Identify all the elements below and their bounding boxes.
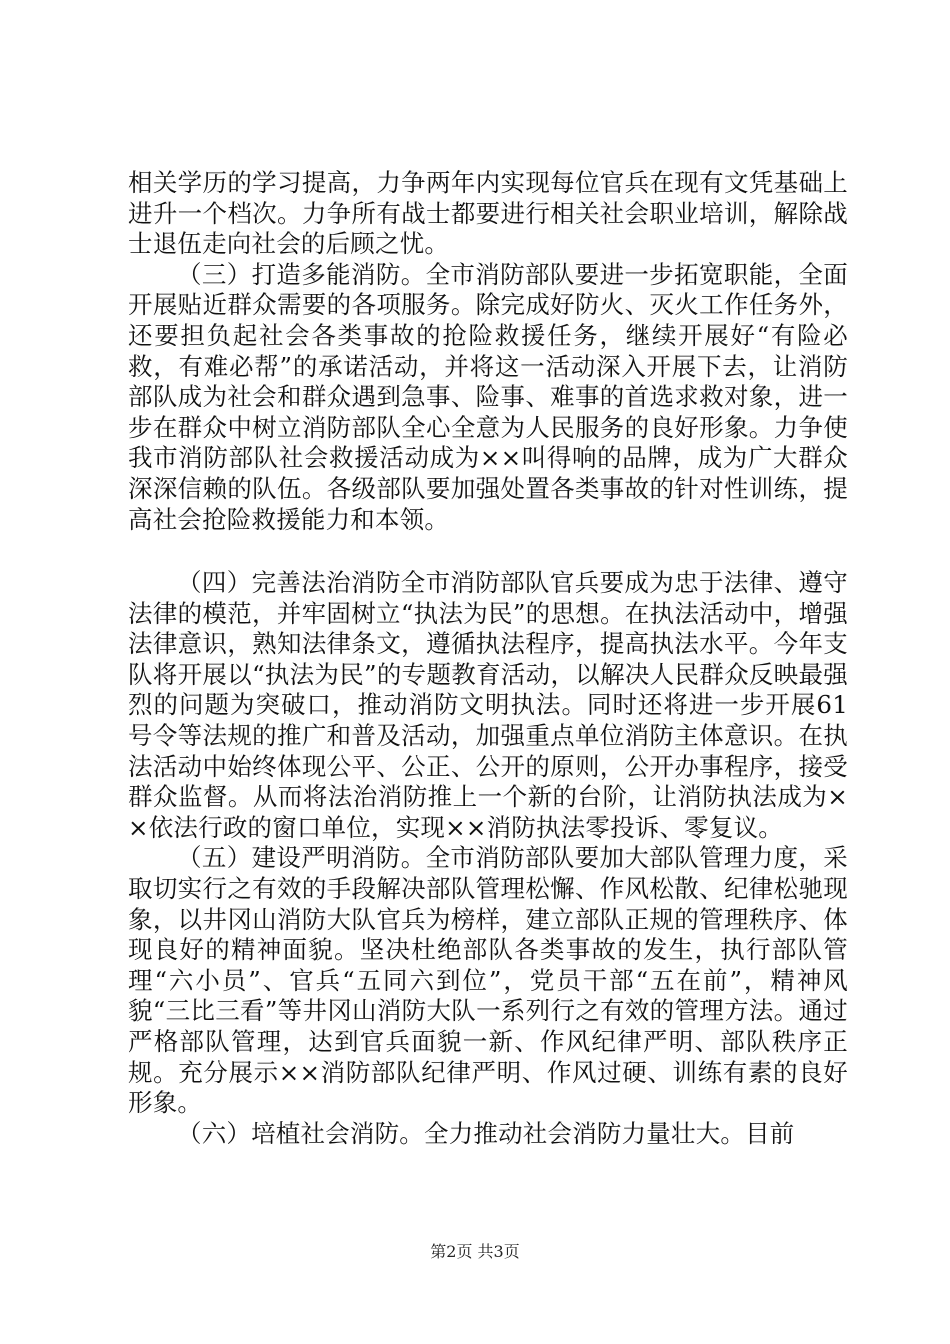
- paragraph-section-4: （四）完善法治消防全市消防部队官兵要成为忠于法律、遵守法律的模范，并牢固树立“执法为民”的思想。在执法活动中，增强法律意识，熟知法律条文，遵循执法程序，提高执法水平。今年支队将开展以“执法为民”的专题教育活动，以解决人民群众反映最强烈的问题为突破口，推动消防文明执法。同时还将进一步开展61号令等法规的推广和普及活动，加强重点单位消防主体意识。在执法活动中始终体现公平、公正、公开的原则，公开办事程序，接受群众监督。从而将法治消防推上一个新的台阶，让消防执法成为××依法行政的窗口单位，实现××消防执法零投诉、零复议。: [128, 568, 848, 842]
- document-body-top: [128, 168, 848, 535]
- page-footer: 第2页 共3页: [430, 1242, 520, 1261]
- paragraph-section-5: （五）建设严明消防。全市消防部队要加大部队管理力度，采取切实行之有效的手段解决部队管理松懈、作风松散、纪律松驰现象，以井冈山消防大队官兵为榜样，建立部队正规的管理秩序、体现良好的精神面貌。坚决杜绝部队各类事故的发生，执行部队管理“六小员”、官兵“五同六到位”，党员干部“五在前”，精神风貌“三比三看”等井冈山消防大队一系列行之有效的管理方法。通过严格部队管理，达到官兵面貌一新、作风纪律严明、部队秩序正规。充分展示××消防部队纪律严明、作风过硬、训练有素的良好形象。: [128, 843, 848, 1118]
- paragraph-section-3: （三）打造多能消防。全市消防部队要进一步拓宽职能，全面开展贴近群众需要的各项服务。除完成好防火、灭火工作任务外，还要担负起社会各类事故的抢险救援任务，继续开展好“有险必救，有难必帮”的承诺活动，并将这一活动深入开展下去，让消防部队成为社会和群众遇到急事、险事、难事的首选求救对象，进一步在群众中树立消防部队全心全意为人民服务的良好形象。力争使我市消防部队社会救援活动成为××叫得响的品牌，成为广大群众深深信赖的队伍。各级部队要加强处置各类事故的针对性训练，提高社会抢险救援能力和本领。: [128, 259, 848, 534]
- paragraph-continuation: 相关学历的学习提高，力争两年内实现每位官兵在现有文凭基础上进升一个档次。力争所有战士都要进行相关社会职业培训，解除战士退伍走向社会的后顾之忧。: [128, 168, 848, 259]
- paragraph-section-6: （六）培植社会消防。全力推动社会消防力量壮大。目前: [177, 1118, 795, 1148]
- document-body-bottom: [128, 568, 848, 1149]
